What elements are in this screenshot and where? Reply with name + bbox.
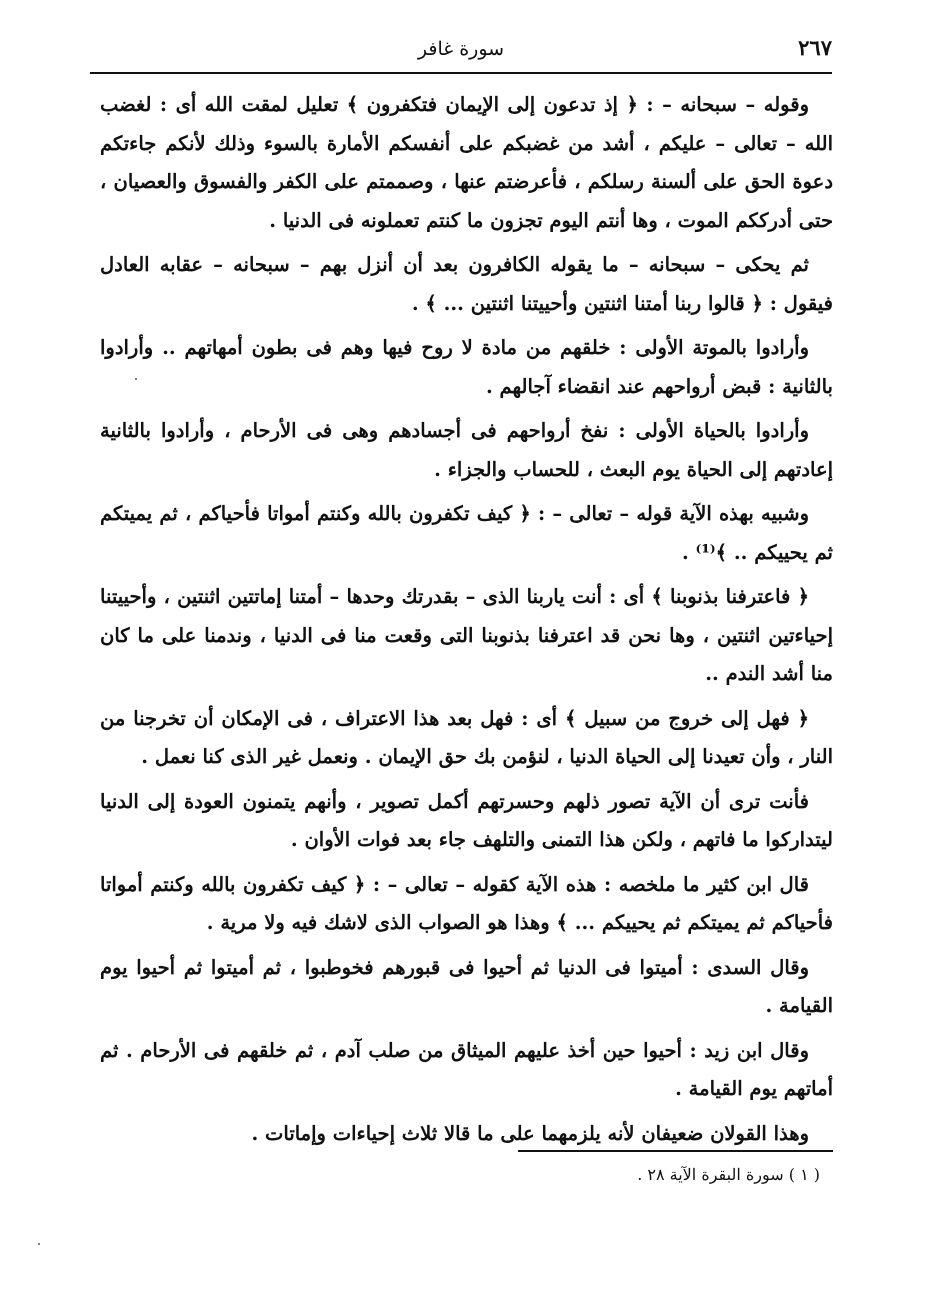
paragraph: وأرادوا بالموتة الأولى : خلقهم من مادة لا روح فيها وهم فى بطون أمهاتهم .. وأرادوا بالثانية : قبض أرواحهم عند انقضاء آجالهم . — [100, 336, 833, 398]
paragraph: فأنت ترى أن الآية تصور ذلهم وحسرتهم أكمل تصوير ، وأنهم يتمنون العودة إلى الدنيا ليتداركوا ما فاتهم ، ولكن هذا التمنى والتلهف جاء بعد فوات الأوان . — [100, 789, 833, 851]
paragraph: وقال ابن زيد : أحيوا حين أخذ عليهم الميثاق من صلب آدم ، ثم خلقهم فى الأرحام . ثم أماتهم يوم القيامة . — [100, 1038, 833, 1100]
surah-title: سورة غافر — [417, 38, 505, 60]
paragraph: وشبيه بهذه الآية قوله – تعالى – : ﴿ كيف تكفرون بالله وكنتم أمواتا فأحياكم ، ثم يميتكم ثم يحييكم .. ﴾⁽¹⁾ . — [100, 502, 833, 564]
paragraph: وهذا القولان ضعيفان لأنه يلزمهما على ما قالا ثلاث إحياءات وإماتات . — [251, 1121, 809, 1145]
margin-speck — [135, 378, 137, 380]
paragraph: ﴿ فهل إلى خروج من سبيل ﴾ أى : فهل بعد هذا الاعتراف ، فى الإمكان أن تخرجنا من النار ، وأن تعيدنا إلى الحياة الدنيا ، لنؤمن بك حق الإيمان . ونعمل غير الذى كنا نعمل . — [100, 706, 833, 768]
paragraph: قال ابن كثير ما ملخصه : هذه الآية كقوله – تعالى – : ﴿ كيف تكفرون بالله وكنتم أمواتا فأحياكم ثم يميتكم ثم يحييكم ... ﴾ وهذا هو الصواب الذى لاشك فيه ولا مرية . — [100, 872, 833, 934]
paragraph: وقال السدى : أميتوا فى الدنيا ثم أحيوا فى قبورهم فخوطبوا ، ثم أميتوا ثم أحيوا يوم القيامة . — [100, 955, 833, 1017]
footnote: ( ١ ) سورة البقرة الآية ٢٨ . — [637, 1165, 820, 1184]
page-number: ٢٦٧ — [798, 35, 832, 60]
paragraph: وقوله – سبحانه – : ﴿ إذ تدعون إلى الإيمان فتكفرون ﴾ تعليل لمقت الله أى : لغضب الله – تعالى – عليكم ، أشد من غضبكم على أنفسكم الأمارة بالسوء وذلك لأنكم جاءتكم دعوة الحق على ألسنة رسلكم ، فأعرضتم عنها ، وصممتم على الكفر والفسوق والعصيان ، حتى أدرككم الموت ، وها أنتم اليوم تجزون ما كنتم تعملونه فى الدنيا . — [100, 93, 833, 232]
paragraph: ثم يحكى – سبحانه – ما يقوله الكافرون بعد أن أنزل بهم – سبحانه – عقابه العادل فيقول : ﴿ قالوا ربنا أمتنا اثنتين وأحييتنا اثنتين ... ﴾ . — [100, 253, 833, 315]
page-header — [90, 34, 832, 74]
paragraph: وأرادوا بالحياة الأولى : نفخ أرواحهم فى أجسادهم وهى فى الأرحام ، وأرادوا بالثانية إعادتهم إلى الحياة يوم البعث ، للحساب والجزاء . — [100, 419, 833, 481]
margin-speck — [38, 1243, 40, 1245]
header-divider — [90, 72, 832, 74]
footnote-divider — [518, 1150, 833, 1152]
paragraph: ﴿ فاعترفنا بذنوبنا ﴾ أى : أنت ياربنا الذى – بقدرتك وحدها – أمتنا إماتتين اثنتين ، وأحييتنا إحياءتين اثنتين ، وها نحن قد اعترفنا بذنوبنا التى وقعت منا فى الدنيا ، وندمنا على ما كان منا أشد الندم .. — [100, 585, 833, 685]
commentary-text — [100, 86, 833, 1159]
